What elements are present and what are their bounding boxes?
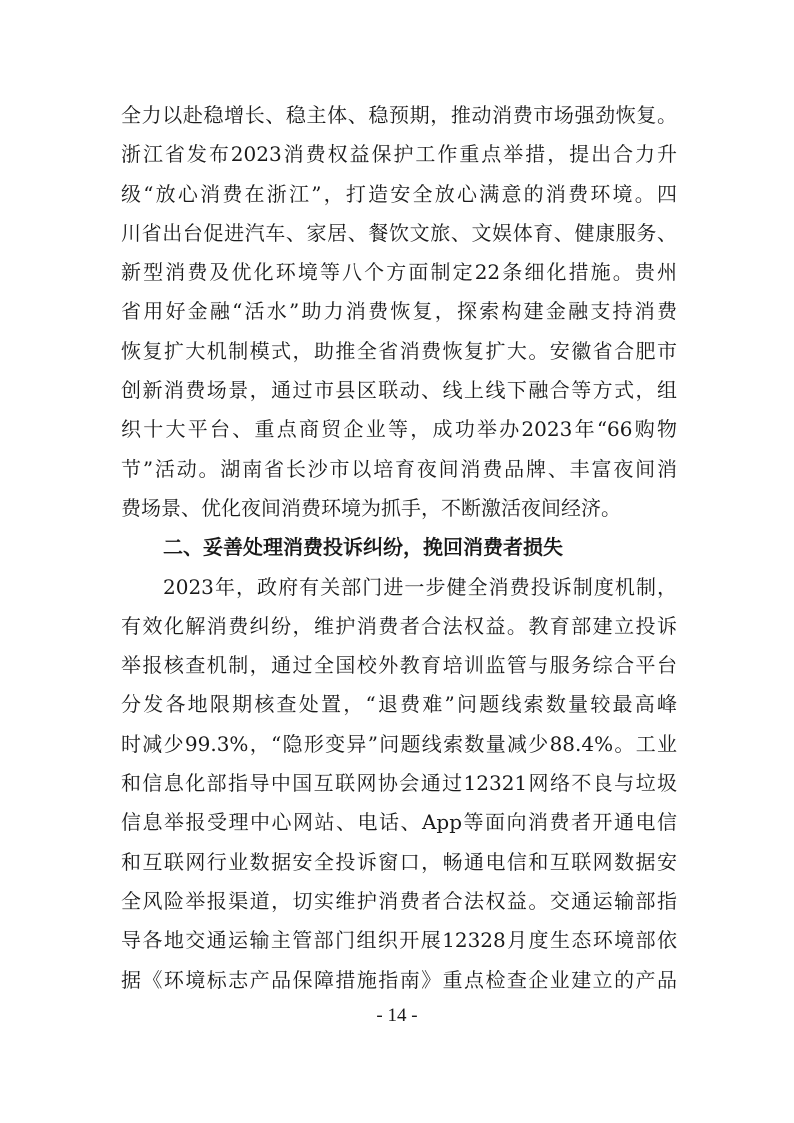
text-line-11: 费场景、优化夜间消费环境为抓手，不断激活夜间经济。 bbox=[121, 495, 621, 520]
text-line-20: 和互联网行业数据安全投诉窗口，畅通电信和互联网数据安 bbox=[121, 849, 677, 874]
text-line-1: 全力以赴稳增长、稳主体、稳预期，推动消费市场强劲恢复。 bbox=[121, 103, 677, 127]
text-line-18: 和信息化部指导中国互联网协会通过12321网络不良与垃圾 bbox=[121, 771, 677, 796]
page-number: - 14 - bbox=[376, 1005, 418, 1026]
body-text bbox=[121, 96, 677, 1000]
text-line-19: 信息举报受理中心网站、电话、App等面向消费者开通电信 bbox=[121, 810, 677, 835]
text-line-6: 省用好金融“活水”助力消费恢复，探索构建金融支持消费 bbox=[121, 299, 677, 324]
text-line-22: 导各地交通运输主管部门组织开展12328月度生态环境部依 bbox=[121, 928, 677, 953]
text-line-2: 浙江省发布2023消费权益保护工作重点举措，提出合力升 bbox=[121, 142, 677, 167]
text-line-7: 恢复扩大机制模式，助推全省消费恢复扩大。安徽省合肥市 bbox=[121, 338, 677, 363]
text-line-16: 分发各地限期核查处置，“退费难”问题线索数量较最高峰 bbox=[121, 692, 677, 717]
text-line-13: 2023年，政府有关部门进一步健全消费投诉制度机制， bbox=[163, 574, 677, 599]
text-line-5: 新型消费及优化环境等八个方面制定22条细化措施。贵州 bbox=[121, 260, 677, 285]
text-line-3: 级“放心消费在浙江”，打造安全放心满意的消费环境。四 bbox=[121, 181, 677, 206]
text-line-10: 节”活动。湖南省长沙市以培育夜间消费品牌、丰富夜间消 bbox=[121, 456, 677, 481]
text-line-4: 川省出台促进汽车、家居、餐饮文旅、文娱体育、健康服务、 bbox=[121, 220, 677, 245]
text-line-15: 举报核查机制，通过全国校外教育培训监管与服务综合平台 bbox=[121, 653, 677, 678]
section-heading: 二、妥善处理消费投诉纠纷，挽回消费者损失 bbox=[163, 535, 563, 560]
text-line-17: 时减少99.3%，“隐形变异”问题线索数量减少88.4%。工业 bbox=[121, 731, 677, 756]
text-line-8: 创新消费场景，通过市县区联动、线上线下融合等方式，组 bbox=[121, 378, 677, 403]
text-line-9: 织十大平台、重点商贸企业等，成功举办2023年“66购物 bbox=[121, 417, 677, 442]
text-line-14: 有效化解消费纠纷，维护消费者合法权益。教育部建立投诉 bbox=[121, 613, 677, 638]
text-line-23: 据《环境标志产品保障措施指南》重点检查企业建立的产品 bbox=[121, 967, 677, 992]
text-line-21: 全风险举报渠道，切实维护消费者合法权益。交通运输部指 bbox=[121, 888, 677, 913]
